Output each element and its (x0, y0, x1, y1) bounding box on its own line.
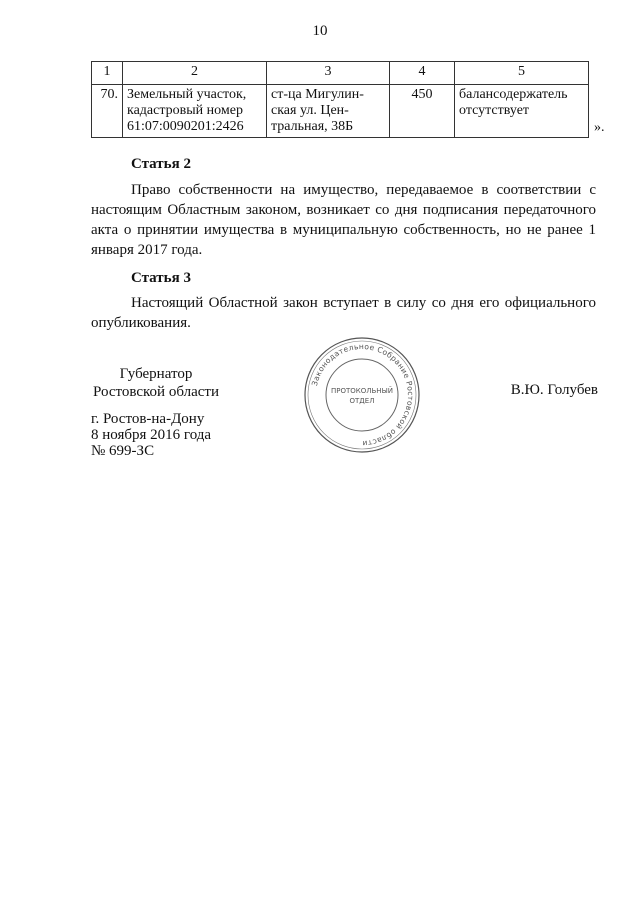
table-header-cell: 4 (390, 62, 455, 85)
holder-cell (455, 85, 589, 138)
signatory-name: В.Ю. Голубев (510, 382, 598, 398)
position-line: Ростовской области (93, 384, 219, 400)
holder-line: балансодержатель (459, 87, 568, 102)
closing-quote: ». (594, 120, 605, 135)
article-3-title: Статья 3 (131, 270, 191, 286)
signatory-position (91, 365, 221, 401)
address-line: ская ул. Цен- (271, 103, 349, 118)
seal-center-line: ПРОТОКОЛЬНЫЙ (330, 387, 394, 395)
table-header-cell: 3 (267, 62, 390, 85)
address-line: тральная, 38Б (271, 119, 354, 134)
article-2-title: Статья 2 (131, 156, 191, 172)
place-date-block (91, 411, 211, 459)
property-table (91, 61, 589, 138)
date: 8 ноября 2016 года (91, 427, 212, 443)
table-header-cell: 2 (123, 62, 267, 85)
article-3-text: Настоящий Областной закон вступает в силу со дня его официального опубликования. (91, 295, 596, 331)
property-name-cell (123, 85, 267, 138)
table-header-cell: 1 (92, 62, 123, 85)
seal-center-line: ОТДЕЛ (349, 397, 375, 405)
article-2-text: Право собственности на имущество, передаваемое в соответствии с настоящим Областным законом, возникает со дня подписания передаточного акта о принятии имущества в муниципальную собственность, но не ранее 1 января 2017 года. (91, 182, 596, 258)
address-line: ст-ца Мигулин- (271, 87, 364, 102)
table-row (92, 85, 589, 138)
position-line: Губернатор (119, 366, 193, 382)
holder-line: отсутствует (459, 103, 530, 118)
property-name-line: Земельный участок, (127, 87, 247, 102)
row-number: 70. (92, 85, 123, 138)
property-name-line: 61:07:0090201:2426 (127, 119, 244, 134)
seal-ring-text: Законодательное Собрание Ростовской области (309, 341, 416, 449)
area-cell: 450 (390, 85, 455, 138)
official-seal-icon (302, 335, 422, 455)
table-header-row (92, 62, 589, 85)
page-number: 10 (312, 23, 328, 39)
table-header-cell: 5 (455, 62, 589, 85)
property-name-line: кадастровый номер (127, 103, 243, 118)
city: г. Ростов-на-Дону (91, 411, 205, 427)
address-cell (267, 85, 390, 138)
law-number: № 699-ЗС (91, 443, 155, 459)
